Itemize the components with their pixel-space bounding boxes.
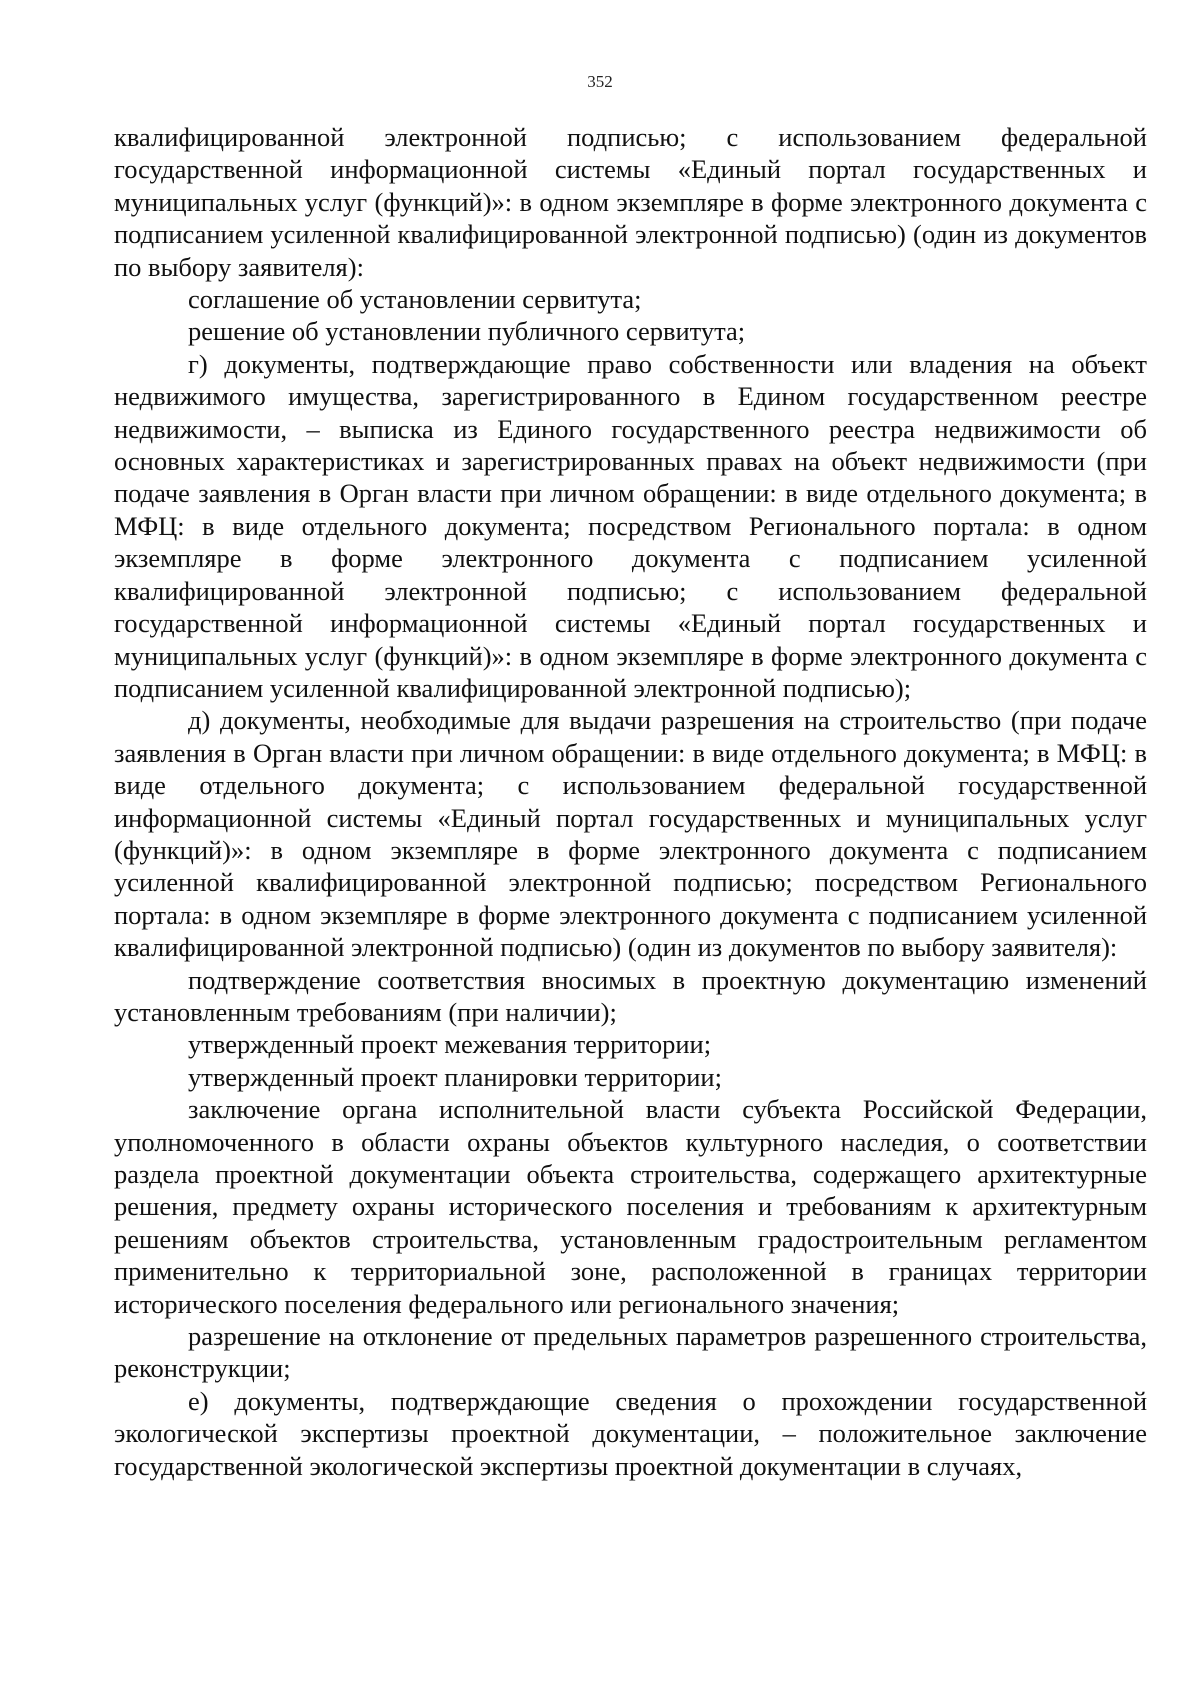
paragraph-public-easement: решение об установлении публичного сервитута; — [188, 316, 746, 347]
page-number: 352 — [587, 72, 613, 91]
paragraph-easement-agreement: соглашение об установлении сервитута; — [188, 284, 642, 315]
paragraph-item-g: г) документы, подтверждающие право собственности или владения на объект недвижимого имущества, зарегистрированного в Едином государственном реестре недвижимости, – выписка из Единого государственного реестра недвижимости об основных характеристиках и зарегистрированных правах на объект недвижимости (при подаче заявления в Орган власти при личном обращении: в виде отдельного документа; в МФЦ: в виде отдельного документа; посредством Регионального портала: в одном экземпляре в форме электронного документа с подписанием усиленной квалифицированной электронной подписью; с использованием федеральной государственной информационной системы «Единый портал государственных и муниципальных услуг (функций)»: в одном экземпляре в форме электронного документа с подписанием усиленной квалифицированной электронной подписью); — [114, 348, 1147, 703]
paragraph-item-e: е) документы, подтверждающие сведения о прохождении государственной экологической экспертизы проектной документации, – положительное заключение государственной экологической экспертизы проектной документации в случаях, — [114, 1385, 1147, 1481]
paragraph-continuation: квалифицированной электронной подписью; с использованием федеральной государственной информационной системы «Единый портал государственных и муниципальных услуг (функций)»: в одном экземпляре в форме электронного документа с подписанием усиленной квалифицированной электронной подписью) (один из документов по выбору заявителя): — [114, 122, 1147, 282]
paragraph-compliance-confirmation: подтверждение соответствия вносимых в проектную документацию изменений установленным требованиям (при наличии); — [114, 964, 1147, 1027]
paragraph-item-d: д) документы, необходимые для выдачи разрешения на строительство (при подаче заявления в Орган власти при личном обращении: в виде отдельного документа; в МФЦ: в виде отдельного документа; с использованием федеральной государственной информационной системы «Единый портал государственных и муниципальных услуг (функций)»: в одном экземпляре в форме электронного документа с подписанием усиленной квалифицированной электронной подписью; посредством Регионального портала: в одном экземпляре в форме электронного документа с подписанием усиленной квалифицированной электронной подписью) (один из документов по выбору заявителя): — [114, 705, 1147, 963]
paragraph-heritage-conclusion: заключение органа исполнительной власти субъекта Российской Федерации, уполномоченного в области охраны объектов культурного наследия, о соответствии раздела проектной документации объекта строительства, содержащего архитектурные решения, предмету охраны исторического поселения и требованиям к архитектурным решениям объектов строительства, установленным градостроительным регламентом применительно к территориальной зоне, расположенной в границах территории исторического поселения федерального или регионального значения; — [114, 1094, 1147, 1319]
paragraph-deviation-permit: разрешение на отклонение от предельных параметров разрешенного строительства, реконструкции; — [114, 1321, 1147, 1384]
paragraph-planning-project: утвержденный проект планировки территории; — [188, 1061, 722, 1092]
paragraph-surveying-project: утвержденный проект межевания территории; — [188, 1029, 712, 1060]
document-body — [114, 121, 1147, 1482]
